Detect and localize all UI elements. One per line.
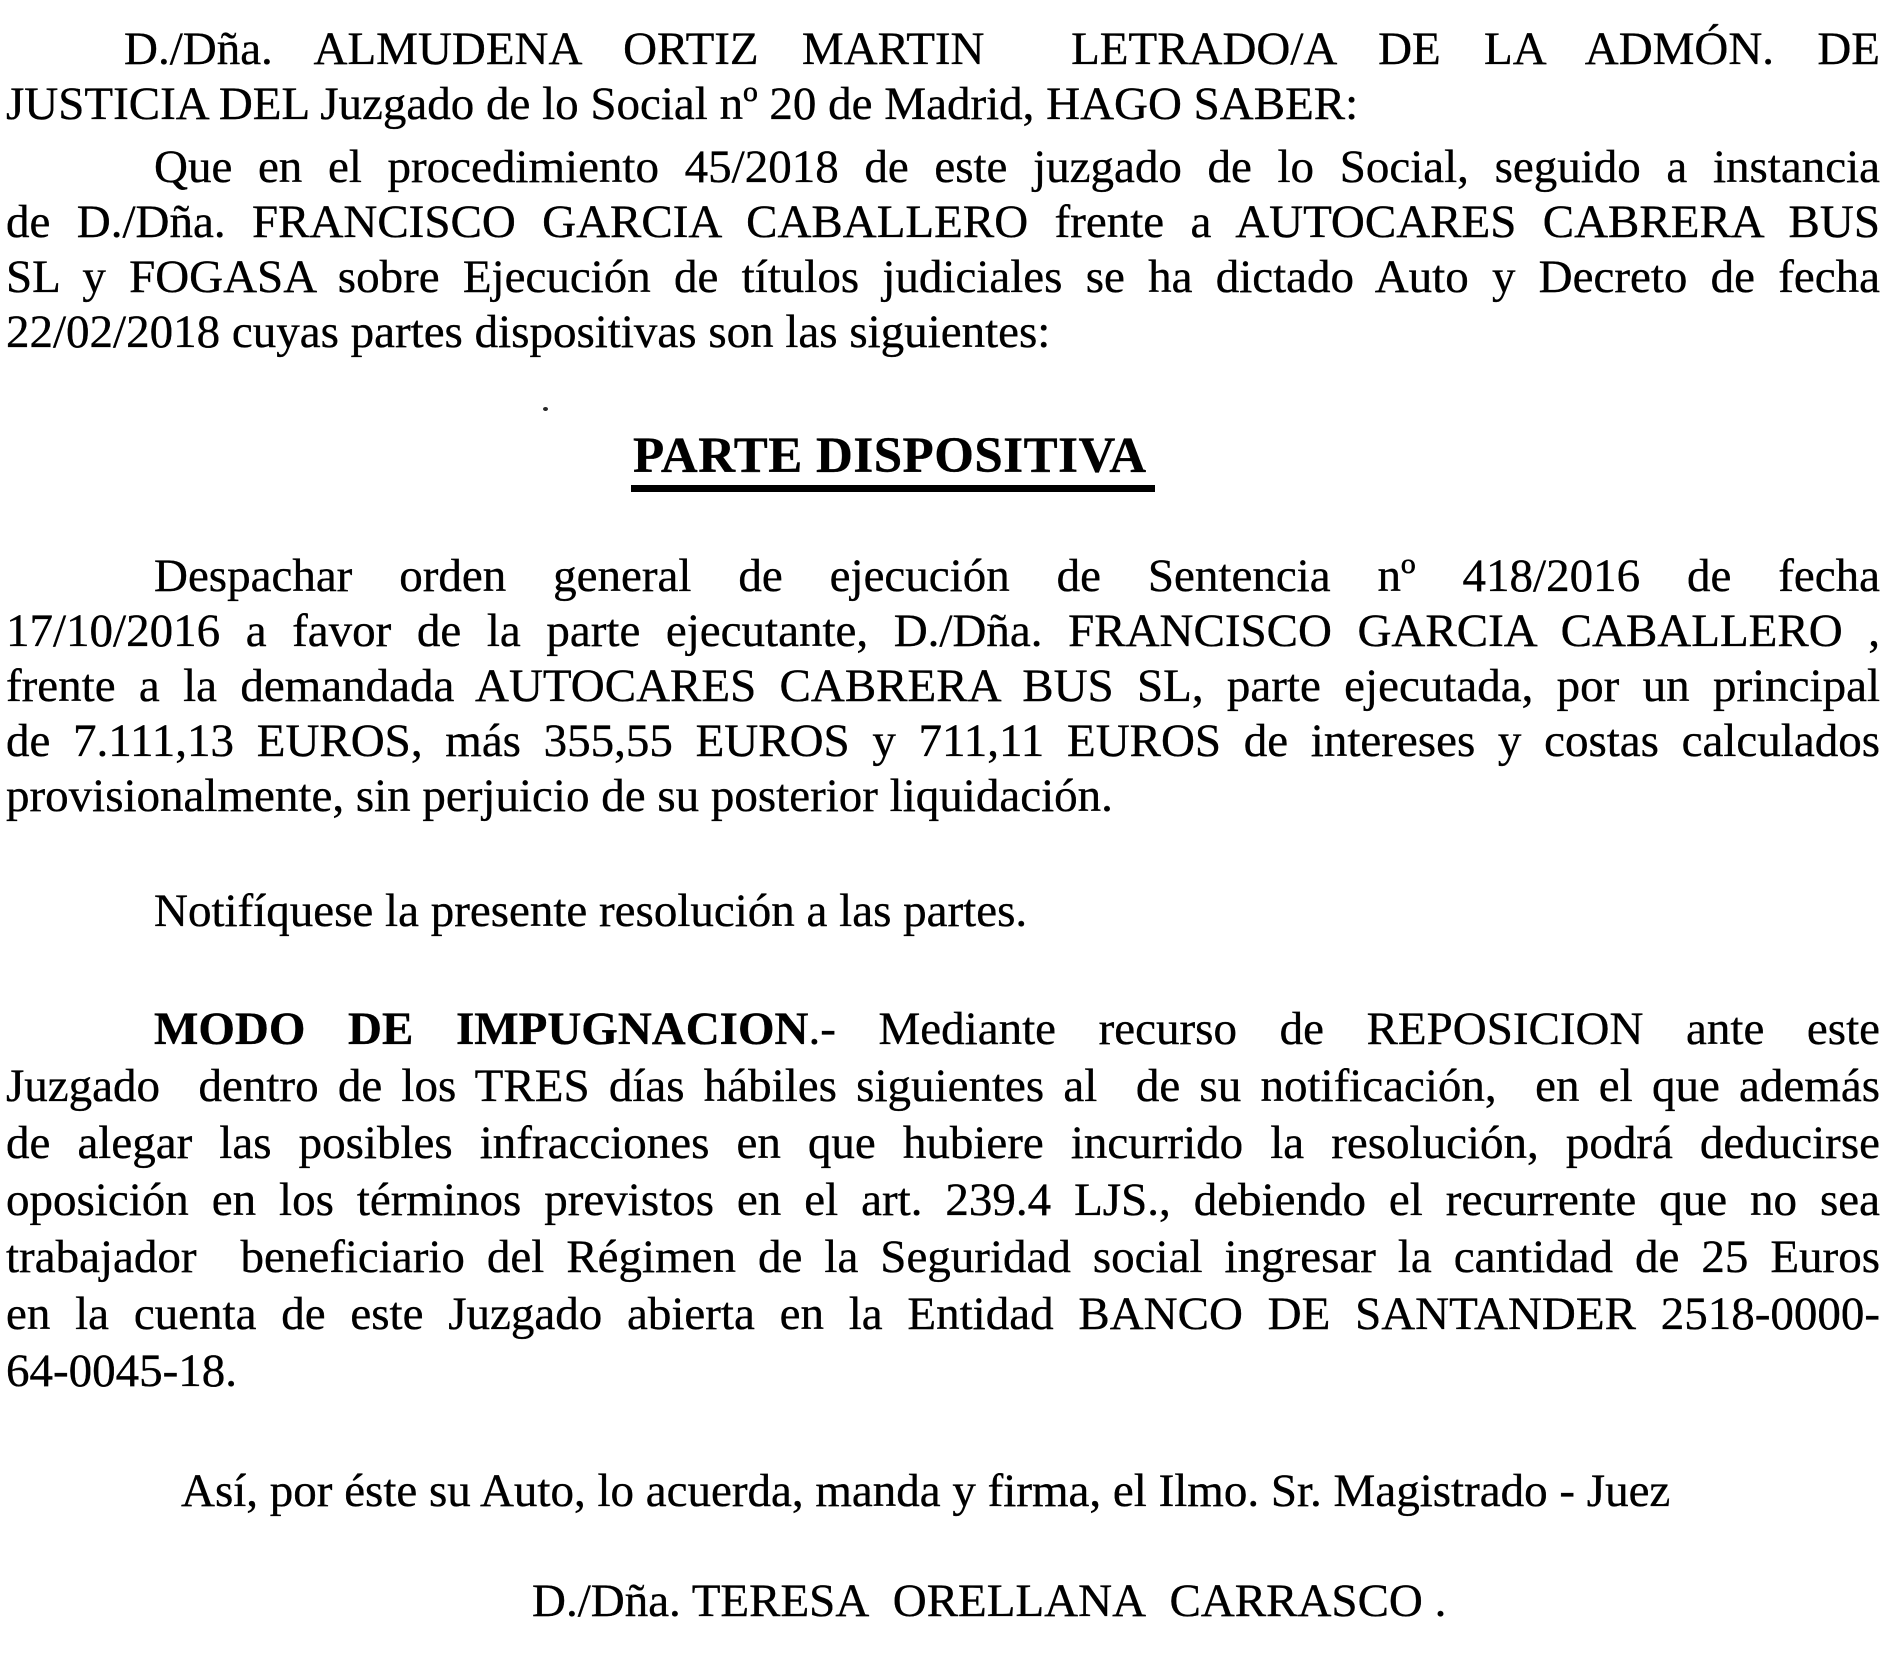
text-line: Así, por éste su Auto, lo acuerda, manda y firma, el Ilmo. Sr. Magistrado - Juez (181, 1465, 1671, 1517)
text-line: Juzgado dentro de los TRES días hábiles siguientes al de su notificación, en el que además (6, 1060, 1880, 1112)
text-line: JUSTICIA DEL Juzgado de lo Social nº 20 de Madrid, HAGO SABER: (6, 78, 1359, 130)
text-line: SL y FOGASA sobre Ejecución de títulos judiciales se ha dictado Auto y Decreto de fecha (6, 251, 1880, 303)
text-line: Despachar orden general de ejecución de Sentencia nº 418/2016 de fecha (154, 550, 1880, 602)
text-line: 64-0045-18. (6, 1345, 238, 1397)
text-line: provisionalmente, sin perjuicio de su posterior liquidación. (6, 770, 1113, 822)
section-heading: PARTE DISPOSITIVA (631, 430, 1155, 492)
scan-speck (543, 407, 548, 411)
bold-run: MODO DE IMPUGNACION (154, 1003, 809, 1055)
parte-dispositiva-heading (631, 430, 1155, 492)
text-line: D./Dña. ALMUDENA ORTIZ MARTIN LETRADO/A DE LA ADMÓN. DE (124, 23, 1880, 75)
document-page (6, 22, 1880, 1629)
text-run: .- Mediante recurso de REPOSICION ante este (808, 1003, 1881, 1055)
text-line: Notifíquese la presente resolución a las partes. (154, 885, 1028, 937)
header-letrado (6, 22, 1880, 132)
procedimiento-parrafo (6, 140, 1880, 360)
notifiquese-parrafo (6, 884, 1880, 939)
text-line: frente a la demandada AUTOCARES CABRERA BUS SL, parte ejecutada, por un principal (6, 660, 1880, 712)
despachar-parrafo (6, 549, 1880, 824)
firma-parrafo (6, 1464, 1880, 1519)
text-line: de D./Dña. FRANCISCO GARCIA CABALLERO frente a AUTOCARES CABRERA BUS (6, 196, 1880, 248)
text-line: en la cuenta de este Juzgado abierta en la Entidad BANCO DE SANTANDER 2518-0000- (6, 1288, 1880, 1340)
text-line: 17/10/2016 a favor de la parte ejecutante, D./Dña. FRANCISCO GARCIA CABALLERO , (6, 605, 1880, 657)
firmante-parrafo (532, 1574, 1446, 1629)
text-line: de 7.111,13 EUROS, más 355,55 EUROS y 711,11 EUROS de intereses y costas calculados (6, 715, 1880, 767)
text-line (6, 1001, 1880, 1058)
text-line: Que en el procedimiento 45/2018 de este juzgado de lo Social, seguido a instancia (154, 141, 1880, 193)
modo-impugnacion-parrafo (6, 1001, 1880, 1400)
text-line: 22/02/2018 cuyas partes dispositivas son las siguientes: (6, 306, 1051, 358)
text-line: trabajador beneficiario del Régimen de la Seguridad social ingresar la cantidad de 25 Euros (6, 1231, 1880, 1283)
text-line: oposición en los términos previstos en el art. 239.4 LJS., debiendo el recurrente que no sea (6, 1174, 1880, 1226)
text-line: D./Dña. TERESA ORELLANA CARRASCO . (532, 1575, 1447, 1627)
text-line: de alegar las posibles infracciones en que hubiere incurrido la resolución, podrá deducirse (6, 1117, 1880, 1169)
